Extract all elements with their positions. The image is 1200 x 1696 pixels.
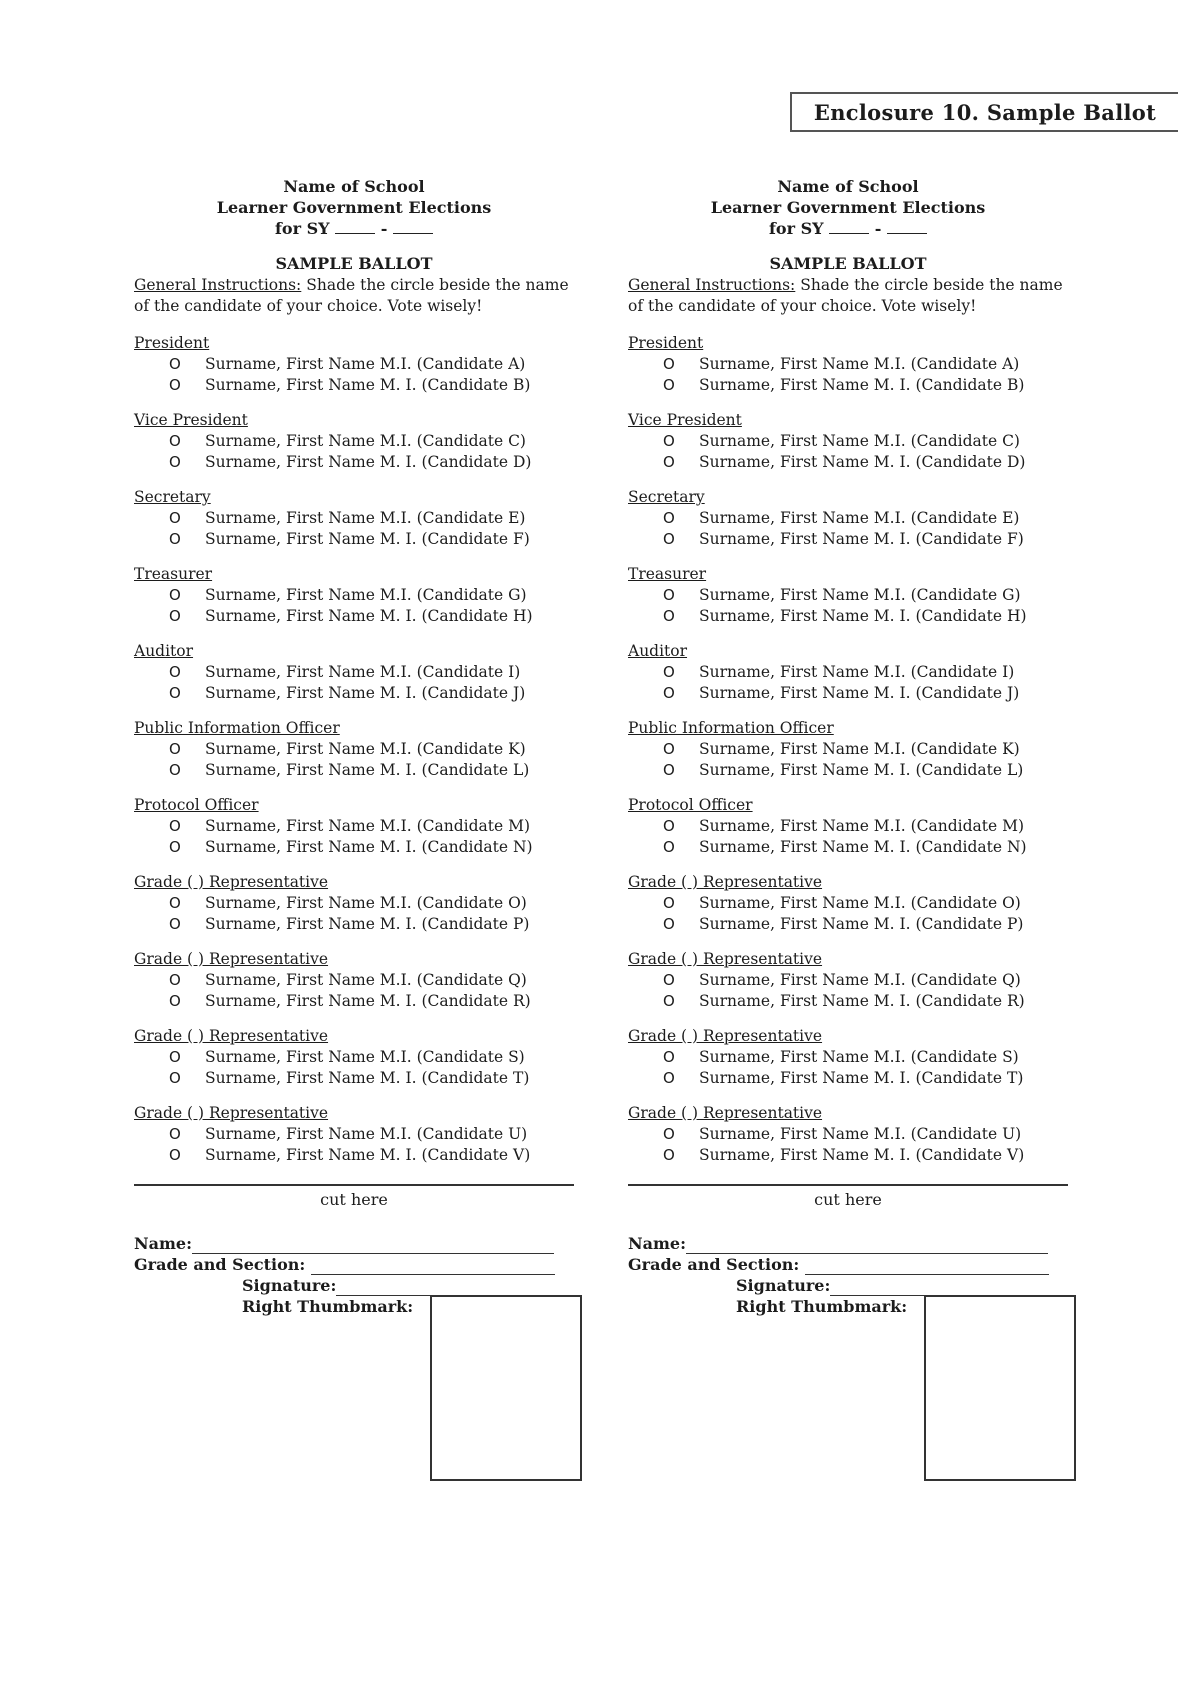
vote-circle-icon[interactable]: O — [169, 1069, 181, 1087]
position-title: Grade ( ) Representative — [628, 950, 823, 968]
candidate-option[interactable] — [134, 1047, 574, 1068]
thumbmark-label: Right Thumbmark: — [736, 1297, 908, 1316]
position-title: Public Information Officer — [134, 719, 340, 737]
signature-label: Signature: — [242, 1276, 337, 1295]
candidate-option[interactable] — [628, 375, 1068, 396]
position-title: Grade ( ) Representative — [134, 873, 329, 891]
candidate-option[interactable] — [628, 452, 1068, 473]
candidate-name: Surname, First Name M.I. (Candidate G) — [699, 586, 1021, 604]
vote-circle-icon[interactable]: O — [663, 838, 675, 856]
candidate-name: Surname, First Name M.I. (Candidate I) — [699, 663, 1015, 681]
candidate-option[interactable] — [628, 1124, 1068, 1145]
candidate-option[interactable] — [628, 760, 1068, 781]
candidate-name: Surname, First Name M. I. (Candidate F) — [205, 530, 530, 548]
candidate-option[interactable] — [628, 991, 1068, 1012]
candidate-option[interactable] — [134, 683, 574, 704]
position-title: President — [628, 334, 704, 352]
candidate-option[interactable] — [628, 837, 1068, 858]
cut-here-label: cut here — [814, 1190, 882, 1209]
name-row — [134, 1233, 574, 1254]
candidate-name: Surname, First Name M. I. (Candidate P) — [699, 915, 1024, 933]
position-block — [134, 949, 574, 1012]
name-label: Name: — [134, 1234, 193, 1253]
election-name: Learner Government Elections — [710, 198, 986, 217]
vote-circle-icon[interactable]: O — [663, 586, 675, 604]
sy-start-blank[interactable] — [335, 219, 375, 234]
position-block — [628, 872, 1068, 935]
vote-circle-icon[interactable]: O — [169, 894, 181, 912]
position-title: Secretary — [628, 488, 705, 506]
sy-end-blank[interactable] — [393, 219, 433, 234]
candidate-name: Surname, First Name M.I. (Candidate E) — [205, 509, 526, 527]
position-title: Treasurer — [134, 565, 213, 583]
candidate-name: Surname, First Name M.I. (Candidate M) — [699, 817, 1024, 835]
candidate-option[interactable] — [134, 970, 574, 991]
candidate-name: Surname, First Name M. I. (Candidate D) — [205, 453, 532, 471]
position-title: Vice President — [628, 411, 742, 429]
signature-label: Signature: — [736, 1276, 831, 1295]
candidate-option[interactable] — [134, 991, 574, 1012]
vote-circle-icon[interactable]: O — [663, 817, 675, 835]
candidate-option[interactable] — [628, 1047, 1068, 1068]
school-year — [134, 218, 574, 239]
position-title: Grade ( ) Representative — [134, 1104, 329, 1122]
cut-here-label: cut here — [320, 1190, 388, 1209]
vote-circle-icon[interactable]: O — [169, 971, 181, 989]
sy-start-blank[interactable] — [829, 219, 869, 234]
vote-circle-icon[interactable]: O — [169, 355, 181, 373]
position-title: Grade ( ) Representative — [628, 1104, 823, 1122]
candidate-option[interactable] — [134, 585, 574, 606]
position-title: Auditor — [628, 642, 688, 660]
candidate-option[interactable] — [134, 739, 574, 760]
position-block — [628, 564, 1068, 627]
vote-circle-icon[interactable]: O — [169, 530, 181, 548]
vote-circle-icon[interactable]: O — [169, 1125, 181, 1143]
vote-circle-icon[interactable]: O — [169, 1146, 181, 1164]
vote-circle-icon[interactable]: O — [169, 992, 181, 1010]
candidate-option[interactable] — [134, 529, 574, 550]
candidate-option[interactable] — [628, 970, 1068, 991]
school-name: Name of School — [283, 177, 425, 196]
candidate-option[interactable] — [134, 508, 574, 529]
candidate-name: Surname, First Name M. I. (Candidate F) — [699, 530, 1024, 548]
position-block — [628, 641, 1068, 704]
position-block — [628, 487, 1068, 550]
signature-field[interactable] — [336, 1279, 560, 1296]
candidate-name: Surname, First Name M. I. (Candidate J) — [699, 684, 1020, 702]
candidate-name: Surname, First Name M. I. (Candidate J) — [205, 684, 526, 702]
vote-circle-icon[interactable]: O — [663, 355, 675, 373]
candidate-option[interactable] — [134, 1068, 574, 1089]
candidate-name: Surname, First Name M.I. (Candidate A) — [205, 355, 526, 373]
position-block — [134, 795, 574, 858]
position-title: President — [134, 334, 210, 352]
position-block — [628, 718, 1068, 781]
vote-circle-icon[interactable]: O — [663, 432, 675, 450]
candidate-option[interactable] — [628, 606, 1068, 627]
vote-circle-icon[interactable]: O — [663, 663, 675, 681]
thumbmark-box[interactable] — [924, 1295, 1076, 1481]
vote-circle-icon[interactable]: O — [663, 509, 675, 527]
grade-section-label: Grade and Section: — [134, 1255, 306, 1274]
name-row — [628, 1233, 1068, 1254]
candidate-option[interactable] — [628, 662, 1068, 683]
candidate-name: Surname, First Name M. I. (Candidate T) — [205, 1069, 530, 1087]
vote-circle-icon[interactable]: O — [663, 453, 675, 471]
instructions-text: Shade the circle beside the name of the candidate of your choice. Vote wisely! — [628, 276, 1063, 315]
candidate-option[interactable] — [628, 508, 1068, 529]
position-block — [134, 718, 574, 781]
candidate-option[interactable] — [134, 375, 574, 396]
candidate-option[interactable] — [134, 606, 574, 627]
instructions-label: General Instructions: — [628, 276, 796, 294]
candidate-name: Surname, First Name M.I. (Candidate G) — [205, 586, 527, 604]
vote-circle-icon[interactable]: O — [169, 684, 181, 702]
position-block — [628, 1103, 1068, 1166]
position-title: Grade ( ) Representative — [134, 1027, 329, 1045]
candidate-option[interactable] — [134, 452, 574, 473]
candidate-name: Surname, First Name M. I. (Candidate L) — [205, 761, 530, 779]
candidate-name: Surname, First Name M.I. (Candidate S) — [699, 1048, 1019, 1066]
candidate-name: Surname, First Name M.I. (Candidate E) — [699, 509, 1020, 527]
grade-section-field[interactable] — [311, 1258, 555, 1275]
candidate-name: Surname, First Name M. I. (Candidate N) — [699, 838, 1027, 856]
position-block — [134, 641, 574, 704]
candidate-name: Surname, First Name M.I. (Candidate K) — [205, 740, 526, 758]
grade-section-row — [628, 1254, 1068, 1275]
candidate-option[interactable] — [134, 662, 574, 683]
candidate-name: Surname, First Name M.I. (Candidate I) — [205, 663, 521, 681]
candidate-name: Surname, First Name M. I. (Candidate V) — [699, 1146, 1025, 1164]
vote-circle-icon[interactable]: O — [663, 684, 675, 702]
election-name: Learner Government Elections — [216, 198, 492, 217]
candidate-name: Surname, First Name M. I. (Candidate R) — [699, 992, 1025, 1010]
sy-dash: - — [380, 219, 388, 238]
position-block — [134, 410, 574, 473]
position-title: Grade ( ) Representative — [134, 950, 329, 968]
candidate-name: Surname, First Name M.I. (Candidate S) — [205, 1048, 525, 1066]
vote-circle-icon[interactable]: O — [169, 432, 181, 450]
position-block — [134, 564, 574, 627]
candidate-name: Surname, First Name M. I. (Candidate L) — [699, 761, 1024, 779]
position-block — [628, 1026, 1068, 1089]
candidate-option[interactable] — [134, 816, 574, 837]
name-label: Name: — [628, 1234, 687, 1253]
candidate-name: Surname, First Name M. I. (Candidate B) — [205, 376, 531, 394]
ballot-title: SAMPLE BALLOT — [769, 254, 927, 273]
candidate-option[interactable] — [628, 1145, 1068, 1166]
position-block — [134, 1026, 574, 1089]
voter-stub — [628, 1233, 1068, 1317]
candidate-option[interactable] — [628, 585, 1068, 606]
position-block — [134, 872, 574, 935]
candidate-option[interactable] — [628, 683, 1068, 704]
enclosure-label: Enclosure 10. Sample Ballot — [790, 92, 1178, 132]
candidate-option[interactable] — [628, 1068, 1068, 1089]
vote-circle-icon[interactable]: O — [663, 915, 675, 933]
position-block — [628, 795, 1068, 858]
positions-list — [134, 333, 574, 1166]
candidate-name: Surname, First Name M.I. (Candidate U) — [699, 1125, 1022, 1143]
vote-circle-icon[interactable]: O — [169, 607, 181, 625]
cut-line — [134, 1184, 574, 1186]
vote-circle-icon[interactable]: O — [663, 992, 675, 1010]
candidate-option[interactable] — [134, 914, 574, 935]
candidate-option[interactable] — [628, 914, 1068, 935]
vote-circle-icon[interactable]: O — [169, 740, 181, 758]
candidate-name: Surname, First Name M.I. (Candidate C) — [205, 432, 526, 450]
candidate-option[interactable] — [134, 1145, 574, 1166]
sy-prefix: for SY — [275, 219, 330, 238]
candidate-name: Surname, First Name M. I. (Candidate H) — [205, 607, 533, 625]
vote-circle-icon[interactable]: O — [663, 376, 675, 394]
signature-row — [628, 1275, 1068, 1296]
position-title: Protocol Officer — [134, 796, 259, 814]
candidate-name: Surname, First Name M. I. (Candidate R) — [205, 992, 531, 1010]
grade-section-field[interactable] — [805, 1258, 1049, 1275]
name-field[interactable] — [192, 1237, 554, 1254]
sy-prefix: for SY — [769, 219, 824, 238]
ballot-title: SAMPLE BALLOT — [275, 254, 433, 273]
vote-circle-icon[interactable]: O — [169, 817, 181, 835]
position-title: Grade ( ) Representative — [628, 873, 823, 891]
school-year — [628, 218, 1068, 239]
candidate-name: Surname, First Name M. I. (Candidate H) — [699, 607, 1027, 625]
cut-line — [628, 1184, 1068, 1186]
position-title: Secretary — [134, 488, 211, 506]
candidate-option[interactable] — [628, 529, 1068, 550]
vote-circle-icon[interactable]: O — [169, 761, 181, 779]
sy-dash: - — [874, 219, 882, 238]
position-block — [628, 333, 1068, 396]
candidate-name: Surname, First Name M.I. (Candidate O) — [699, 894, 1021, 912]
vote-circle-icon[interactable]: O — [169, 663, 181, 681]
candidate-option[interactable] — [628, 431, 1068, 452]
thumbmark-label: Right Thumbmark: — [242, 1297, 414, 1316]
vote-circle-icon[interactable]: O — [663, 761, 675, 779]
candidate-option[interactable] — [628, 354, 1068, 375]
vote-circle-icon[interactable]: O — [663, 607, 675, 625]
vote-circle-icon[interactable]: O — [663, 971, 675, 989]
vote-circle-icon[interactable]: O — [169, 838, 181, 856]
vote-circle-icon[interactable]: O — [169, 915, 181, 933]
candidate-option[interactable] — [628, 816, 1068, 837]
candidate-option[interactable] — [134, 837, 574, 858]
candidate-name: Surname, First Name M. I. (Candidate D) — [699, 453, 1026, 471]
candidate-option[interactable] — [628, 739, 1068, 760]
position-title: Grade ( ) Representative — [628, 1027, 823, 1045]
candidate-option[interactable] — [134, 354, 574, 375]
candidate-name: Surname, First Name M.I. (Candidate U) — [205, 1125, 528, 1143]
sy-end-blank[interactable] — [887, 219, 927, 234]
vote-circle-icon[interactable]: O — [663, 1069, 675, 1087]
vote-circle-icon[interactable]: O — [169, 376, 181, 394]
candidate-name: Surname, First Name M.I. (Candidate M) — [205, 817, 530, 835]
vote-circle-icon[interactable]: O — [169, 453, 181, 471]
candidate-name: Surname, First Name M. I. (Candidate T) — [699, 1069, 1024, 1087]
candidate-option[interactable] — [134, 760, 574, 781]
candidate-name: Surname, First Name M.I. (Candidate O) — [205, 894, 527, 912]
position-title: Protocol Officer — [628, 796, 753, 814]
position-block — [628, 949, 1068, 1012]
candidate-option[interactable] — [134, 893, 574, 914]
ballot-right — [628, 176, 1068, 1317]
candidate-name: Surname, First Name M.I. (Candidate Q) — [699, 971, 1021, 989]
vote-circle-icon[interactable]: O — [169, 586, 181, 604]
vote-circle-icon[interactable]: O — [169, 1048, 181, 1066]
instructions-label: General Instructions: — [134, 276, 302, 294]
position-title: Auditor — [134, 642, 194, 660]
general-instructions — [134, 275, 574, 317]
grade-section-label: Grade and Section: — [628, 1255, 800, 1274]
vote-circle-icon[interactable]: O — [663, 530, 675, 548]
candidate-name: Surname, First Name M. I. (Candidate B) — [699, 376, 1025, 394]
signature-row — [134, 1275, 574, 1296]
vote-circle-icon[interactable]: O — [663, 1125, 675, 1143]
name-field[interactable] — [686, 1237, 1048, 1254]
position-block — [134, 487, 574, 550]
vote-circle-icon[interactable]: O — [663, 894, 675, 912]
candidate-name: Surname, First Name M. I. (Candidate V) — [205, 1146, 531, 1164]
position-block — [628, 410, 1068, 473]
position-block — [134, 1103, 574, 1166]
positions-list — [628, 333, 1068, 1166]
position-title: Public Information Officer — [628, 719, 834, 737]
candidate-name: Surname, First Name M.I. (Candidate C) — [699, 432, 1020, 450]
candidate-name: Surname, First Name M.I. (Candidate K) — [699, 740, 1020, 758]
candidate-name: Surname, First Name M.I. (Candidate Q) — [205, 971, 527, 989]
grade-section-row — [134, 1254, 574, 1275]
school-name: Name of School — [777, 177, 919, 196]
vote-circle-icon[interactable]: O — [663, 1146, 675, 1164]
vote-circle-icon[interactable]: O — [663, 740, 675, 758]
candidate-name: Surname, First Name M. I. (Candidate P) — [205, 915, 530, 933]
vote-circle-icon[interactable]: O — [663, 1048, 675, 1066]
vote-circle-icon[interactable]: O — [169, 509, 181, 527]
candidate-name: Surname, First Name M.I. (Candidate A) — [699, 355, 1020, 373]
voter-stub — [134, 1233, 574, 1317]
signature-field[interactable] — [830, 1279, 1054, 1296]
position-title: Vice President — [134, 411, 248, 429]
general-instructions — [628, 275, 1068, 317]
candidate-option[interactable] — [134, 431, 574, 452]
candidate-name: Surname, First Name M. I. (Candidate N) — [205, 838, 533, 856]
position-block — [134, 333, 574, 396]
instructions-text: Shade the circle beside the name of the candidate of your choice. Vote wisely! — [134, 276, 569, 315]
candidate-option[interactable] — [628, 893, 1068, 914]
candidate-option[interactable] — [134, 1124, 574, 1145]
ballot-left — [134, 176, 574, 1317]
thumbmark-box[interactable] — [430, 1295, 582, 1481]
position-title: Treasurer — [628, 565, 707, 583]
